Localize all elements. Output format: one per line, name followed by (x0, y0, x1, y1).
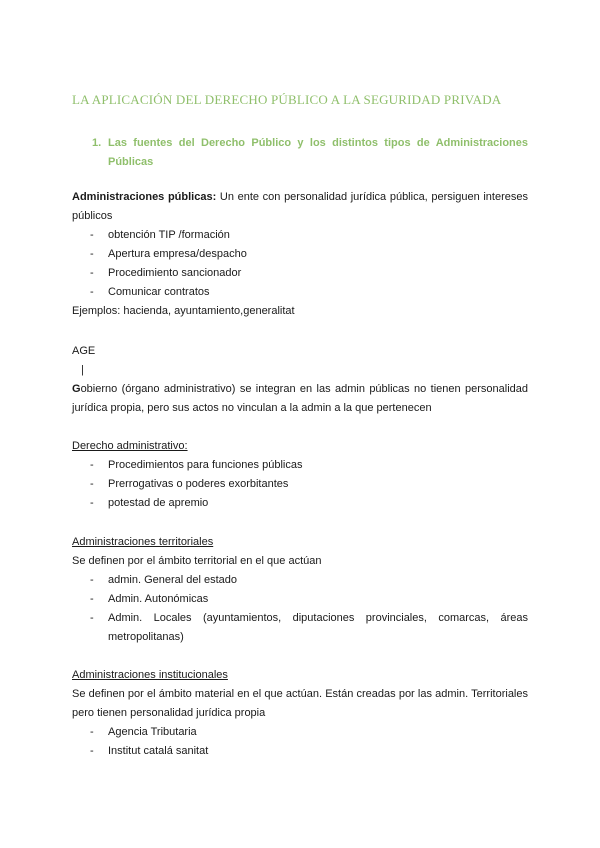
section-heading-text: Las fuentes del Derecho Público y los distintos tipos de Administraciones Públicas (108, 137, 528, 168)
list-item-text: Comunicar contratos (108, 286, 210, 298)
institucionales-list (72, 723, 528, 761)
institucionales-heading: Administraciones institucionales (72, 669, 228, 681)
age-block (72, 342, 528, 418)
age-bar: | (81, 364, 84, 376)
gobierno-initial: G (72, 383, 81, 395)
dash-bullet: - (90, 593, 94, 605)
institucionales-text: Se definen por el ámbito material en el que actúan. Están creadas por las admin. Territoriales pero tienen personalidad jurídica propia (72, 688, 528, 719)
list-item-text: admin. General del estado (108, 574, 238, 586)
list-item (72, 590, 528, 609)
admin-publicas-block (72, 188, 528, 321)
territoriales-list (72, 571, 528, 647)
gobierno-body: obierno (órgano administrativo) se integran en las admin públicas no tienen personalidad jurídica propia, pero sus actos no vinculan a la admin a la que pertenecen (72, 383, 528, 414)
list-item-text: Admin. Autonómicas (108, 593, 209, 605)
examples-text: Ejemplos: hacienda, ayuntamiento,generalitat (72, 305, 295, 317)
gobierno-text (72, 380, 528, 418)
dash-bullet: - (90, 286, 94, 298)
list-item (72, 226, 528, 245)
section-number: 1. (92, 137, 102, 149)
dash-bullet: - (90, 267, 94, 279)
list-item (72, 283, 528, 302)
territoriales-text: Se definen por el ámbito territorial en el que actúan (72, 555, 322, 567)
list-item-text: Admin. Locales (ayuntamientos, diputaciones provinciales, comarcas, áreas metropolitanas) (108, 612, 528, 643)
list-item-text: Prerrogativas o poderes exorbitantes (108, 478, 289, 490)
document-title: LA APLICACIÓN DEL DERECHO PÚBLICO A LA SEGURIDAD PRIVADA (72, 92, 502, 107)
admin-publicas-definition-text: Un ente con personalidad jurídica pública, persiguen intereses públicos (72, 191, 528, 222)
list-item (72, 494, 528, 513)
territoriales-block (72, 533, 528, 647)
list-item (72, 742, 528, 761)
derecho-admin-heading: Derecho administrativo: (72, 440, 188, 452)
list-item (72, 571, 528, 590)
dash-bullet: - (90, 497, 94, 509)
section-heading-1 (92, 134, 528, 172)
dash-bullet: - (90, 612, 94, 624)
age-label: AGE (72, 345, 96, 357)
list-item (72, 609, 528, 647)
territoriales-heading: Administraciones territoriales (72, 536, 214, 548)
list-item-text: Institut catalá sanitat (108, 745, 209, 757)
list-item-text: Apertura empresa/despacho (108, 248, 247, 260)
dash-bullet: - (90, 478, 94, 490)
list-item (72, 245, 528, 264)
dash-bullet: - (90, 229, 94, 241)
list-item (72, 475, 528, 494)
dash-bullet: - (90, 745, 94, 757)
admin-publicas-list (72, 226, 528, 302)
dash-bullet: - (90, 574, 94, 586)
admin-publicas-term: Administraciones públicas: (72, 191, 217, 203)
dash-bullet: - (90, 459, 94, 471)
derecho-admin-block (72, 437, 528, 513)
list-item-text: Agencia Tributaria (108, 726, 197, 738)
list-item-text: obtención TIP /formación (108, 229, 230, 241)
list-item-text: Procedimientos para funciones públicas (108, 459, 303, 471)
list-item-text: Procedimiento sancionador (108, 267, 242, 279)
admin-publicas-definition (72, 188, 528, 226)
list-item (72, 456, 528, 475)
derecho-admin-list (72, 456, 528, 513)
list-item (72, 264, 528, 283)
list-item-text: potestad de apremio (108, 497, 209, 509)
list-item (72, 723, 528, 742)
dash-bullet: - (90, 248, 94, 260)
dash-bullet: - (90, 726, 94, 738)
institucionales-block (72, 666, 528, 761)
